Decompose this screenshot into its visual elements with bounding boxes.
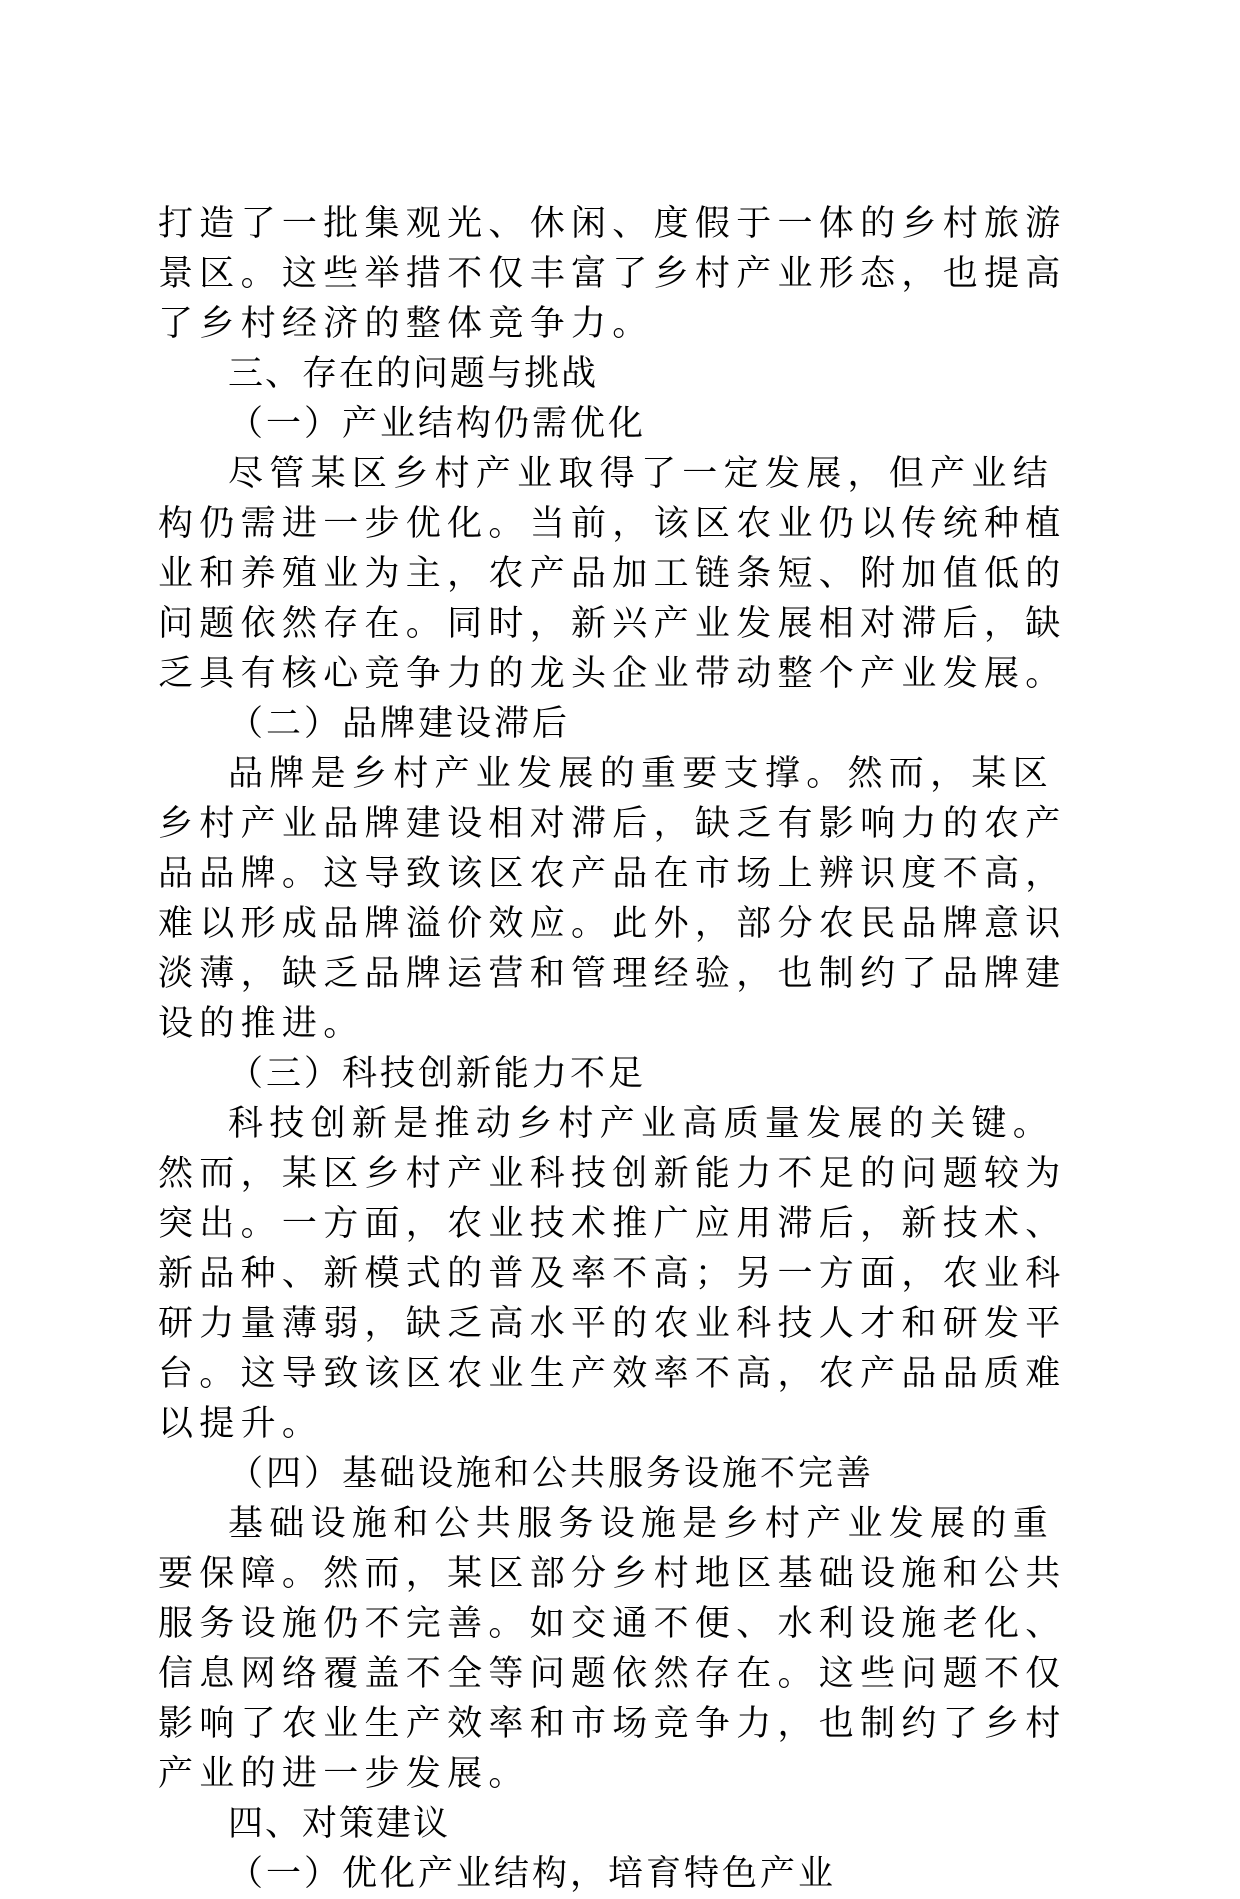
subsection-heading-3-2: （二）品牌建设滞后 xyxy=(228,704,571,744)
section-heading-4: 四、对策建议 xyxy=(228,1804,451,1844)
paragraph-industry-structure: 尽管某区乡村产业取得了一定发展，但产业结构仍需进一步优化。当前，该区农业仍以传统种植业和养殖业为主，农产品加工链条短、附加值低的问题依然存在。同时，新兴产业发展相对滞后，缺乏具有核心竞争力的龙头企业带动整个产业发展。 xyxy=(158,454,1067,694)
section-heading-3: 三、存在的问题与挑战 xyxy=(228,354,599,394)
paragraph-brand-building: 品牌是乡村产业发展的重要支撑。然而，某区乡村产业品牌建设相对滞后，缺乏有影响力的农产品品牌。这导致该区农产品在市场上辨识度不高，难以形成品牌溢价效应。此外，部分农民品牌意识淡薄，缺乏品牌运营和管理经验，也制约了品牌建设的推进。 xyxy=(158,754,1067,1044)
paragraph-tech-innovation: 科技创新是推动乡村产业高质量发展的关键。然而，某区乡村产业科技创新能力不足的问题较为突出。一方面，农业技术推广应用滞后，新技术、新品种、新模式的普及率不高；另一方面，农业科研力量薄弱，缺乏高水平的农业科技人才和研发平台。这导致该区农业生产效率不高，农产品品质难以提升。 xyxy=(158,1104,1067,1444)
subsection-heading-3-4: （四）基础设施和公共服务设施不完善 xyxy=(228,1454,875,1494)
paragraph-continuation: 打造了一批集观光、休闲、度假于一体的乡村旅游景区。这些举措不仅丰富了乡村产业形态，也提高了乡村经济的整体竞争力。 xyxy=(158,204,1067,344)
paragraph-infrastructure: 基础设施和公共服务设施是乡村产业发展的重要保障。然而，某区部分乡村地区基础设施和公共服务设施仍不完善。如交通不便、水利设施老化、信息网络覆盖不全等问题依然存在。这些问题不仅影响了农业生产效率和市场竞争力，也制约了乡村产业的进一步发展。 xyxy=(158,1504,1067,1794)
document-body xyxy=(158,199,1080,1899)
subsection-heading-4-1: （一）优化产业结构，培育特色产业 xyxy=(228,1854,837,1894)
subsection-heading-3-3: （三）科技创新能力不足 xyxy=(228,1054,647,1094)
subsection-heading-3-1: （一）产业结构仍需优化 xyxy=(228,404,647,444)
